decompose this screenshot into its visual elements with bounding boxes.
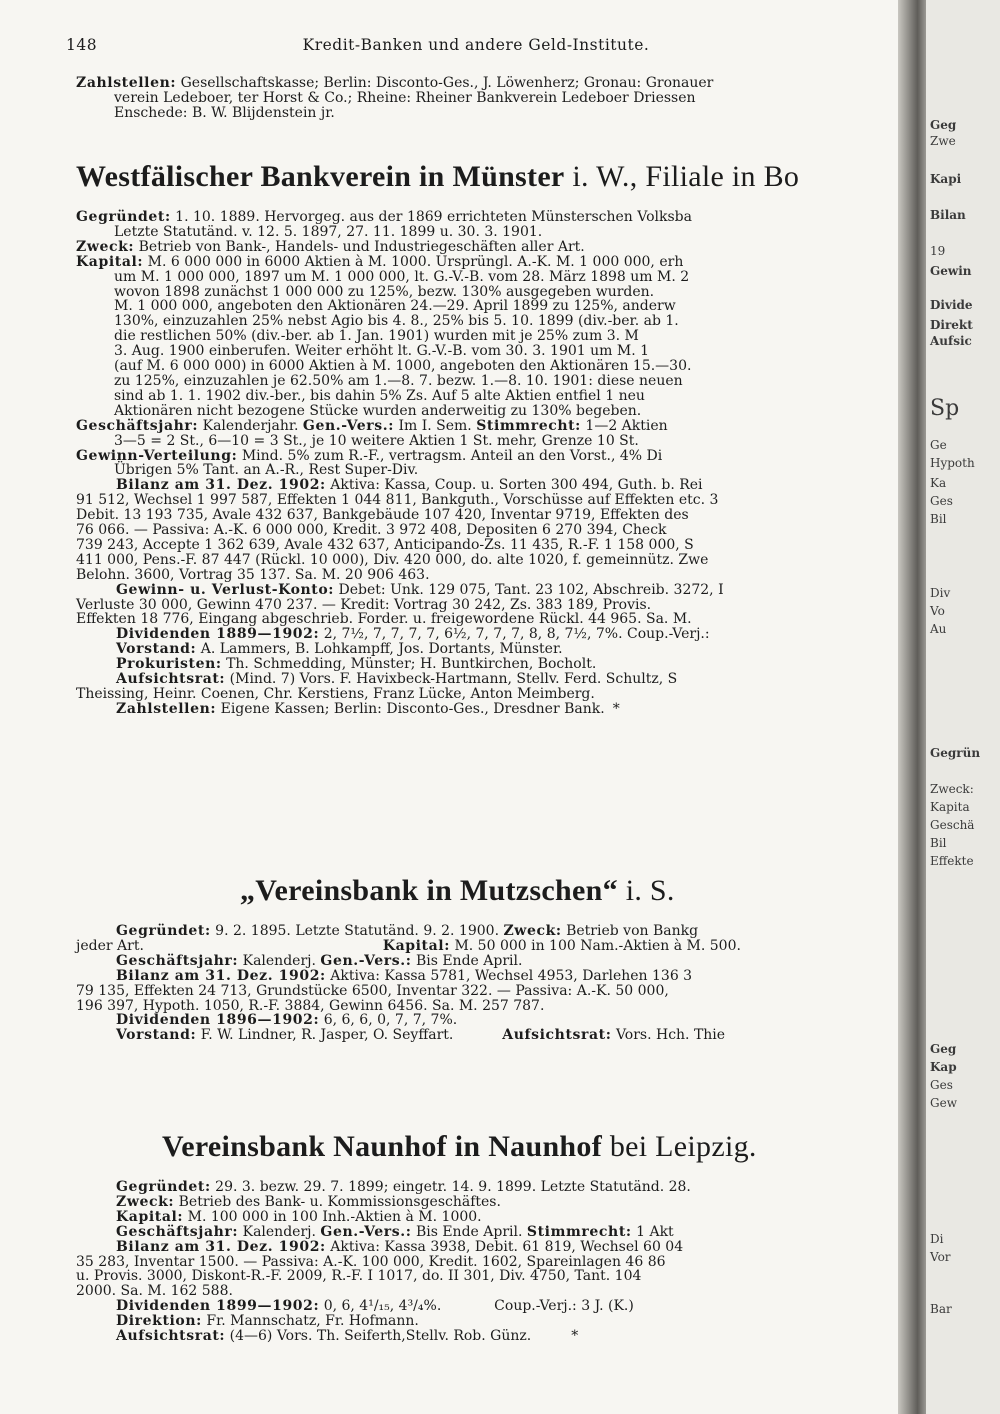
- direktion-label: Direktion:: [116, 1313, 202, 1330]
- kapital-line: (auf M. 6 000 000) in 6000 Aktien à M. 1000, angeboten den Aktionären 15.—30.: [114, 358, 692, 375]
- adjacent-fragment: Vor: [930, 1250, 951, 1264]
- adjacent-fragment: Gegrün: [930, 746, 981, 760]
- gegruendet-text: 1. 10. 1889. Hervorgeg. aus der 1869 errichteten Münsterschen Volksba: [175, 209, 692, 225]
- stimmrecht-cont: 3—5 = 2 St., 6—10 = 3 St., je 10 weitere Aktien 1 St. mehr, Grenze 10 St.: [114, 432, 639, 449]
- book-gutter: [898, 0, 926, 1414]
- guv-text: Debet: Unk. 129 075, Tant. 23 102, Abschreib. 3272, I: [338, 581, 724, 598]
- adjacent-page-edge: [926, 0, 1000, 1414]
- kapital-line: M. 1 000 000, angeboten den Aktionären 24.—29. April 1899 zu 125%, anderw: [114, 298, 676, 315]
- kapital-line: zu 125%, einzuzahlen je 62.50% am 1.—8. 7. bezw. 1.—8. 10. 1901: diese neuen: [114, 372, 683, 389]
- kapital-label: Kapital:: [76, 253, 144, 270]
- intro-zahlstellen: [76, 76, 872, 121]
- zahlstellen-text: Eigene Kassen; Berlin: Disconto-Ges., Dresdner Bank.: [220, 700, 605, 717]
- adjacent-fragment: Divide: [930, 298, 973, 312]
- direktion-text: Fr. Mannschatz, Fr. Hofmann.: [206, 1313, 419, 1330]
- adjacent-fragment: Bilan: [930, 208, 966, 222]
- genvers-text: Im I. Sem.: [398, 417, 472, 434]
- coupon-verjaehrung: Coup.-Verj.: 3 J. (K.): [494, 1298, 634, 1315]
- aufsichtsrat-text: (4—6) Vors. Th. Seiferth,Stellv. Rob. Günz.: [229, 1328, 532, 1345]
- adjacent-fragment: Geg: [930, 118, 957, 132]
- zweck-cont: jeder Art.: [76, 937, 144, 954]
- genvers-label: Gen.-Vers.:: [320, 952, 412, 969]
- zweck-text: Betrieb des Bank- u. Kommissionsgeschäftes.: [178, 1193, 501, 1210]
- adjacent-fragment: Sp: [930, 396, 960, 421]
- bilanz-text: Aktiva: Kassa 3938, Debit. 61 819, Wechsel 60 04: [330, 1238, 684, 1255]
- dividenden-label: Dividenden 1889—1902:: [116, 626, 320, 643]
- page-number: 148: [66, 36, 98, 54]
- adjacent-fragment: Kapi: [930, 172, 962, 186]
- kapital-line: sind ab 1. 1. 1902 div.-ber., bis dahin 5% Zs. Auf 5 alte Aktien entfiel 1 neu: [114, 387, 645, 404]
- gegruendet-text: 29. 3. bezw. 29. 7. 1899; eingetr. 14. 9. 1899. Letzte Statutänd. 28.: [215, 1179, 691, 1195]
- aufsichtsrat-text: Vors. Hch. Thie: [615, 1027, 726, 1044]
- gewinnverteilung-text: Mind. 5% zum R.-F., vertragsm. Anteil an den Vorst., 4% Di: [241, 447, 663, 464]
- gegruendet-cont: Letzte Statutänd. v. 12. 5. 1897, 27. 11. 1899 u. 30. 3. 1901.: [114, 223, 543, 240]
- adjacent-fragment: Gewin: [930, 264, 972, 278]
- kapital-line: Aktionären nicht bezogene Stücke wurden anderweitig zu 130% begeben.: [114, 402, 642, 419]
- gewinnverteilung-cont: Übrigen 5% Tant. an A.-R., Rest Super-Div.: [114, 462, 419, 479]
- heading-rest: bei Leipzig.: [609, 1130, 757, 1163]
- zahlstellen-label: Zahlstellen:: [76, 75, 177, 91]
- aufsichtsrat-text: (Mind. 7) Vors. F. Havixbeck-Hartmann, Stellv. Ferd. Schultz, S: [229, 671, 678, 688]
- adjacent-fragment: Effekte: [930, 854, 974, 868]
- genvers-text: Bis Ende April.: [415, 1223, 523, 1240]
- bilanz-line: Debit. 13 193 735, Avale 432 637, Bankgebäude 107 420, Inventar 9719, Effekten des: [76, 507, 689, 524]
- bilanz-line: 79 135, Effekten 24 713, Grundstücke 6500, Inventar 322. — Passiva: A.-K. 50 000,: [76, 982, 669, 999]
- bilanz-label: Bilanz am 31. Dez. 1902:: [116, 967, 326, 984]
- heading-rest: i. W., Filiale in Bo: [572, 160, 800, 193]
- kapital-text: M. 50 000 in 100 Nam.-Aktien à M. 500.: [454, 937, 741, 954]
- bilanz-label: Bilanz am 31. Dez. 1902:: [116, 1238, 326, 1255]
- bilanz-line: 739 243, Accepte 1 362 639, Avale 432 637, Anticipando-Zs. 11 435, R.-F. 1 158 000, S: [76, 536, 694, 553]
- adjacent-fragment: Ge: [930, 438, 947, 452]
- intro-line: Gesellschaftskasse; Berlin: Disconto-Ges., J. Löwenherz; Gronau: Gronauer: [180, 75, 714, 91]
- zweck-text: Betrieb von Bank-, Handels- und Industriegeschäften aller Art.: [138, 238, 585, 255]
- adjacent-fragment: Bil: [930, 836, 947, 850]
- stimmrecht-text: 1—2 Aktien: [585, 417, 668, 434]
- adjacent-fragment: Div: [930, 586, 951, 600]
- adjacent-fragment: Hypoth: [930, 456, 975, 470]
- geschaeftsjahr-label: Geschäftsjahr:: [116, 1223, 239, 1240]
- geschaeftsjahr-text: Kalenderj.: [242, 952, 316, 969]
- heading-main: Vereinsbank Naunhof in Naunhof: [162, 1130, 603, 1163]
- dividenden-text: 0, 6, 4¹/₁₅, 4³/₄%.: [323, 1298, 442, 1315]
- intro-line: verein Ledeboer, ter Horst & Co.; Rheine: Rheiner Bankverein Ledeboer Driessen: [114, 89, 696, 106]
- adjacent-fragment: 19: [930, 244, 946, 258]
- adjacent-fragment: Au: [930, 622, 947, 636]
- adjacent-fragment: Vo: [930, 604, 945, 618]
- genvers-label: Gen.-Vers.:: [320, 1223, 412, 1240]
- bilanz-text: Aktiva: Kassa 5781, Wechsel 4953, Darlehen 136 3: [330, 967, 693, 984]
- kapital-line: 3. Aug. 1900 einberufen. Weiter erhöht lt. G.-V.-B. vom 30. 3. 1901 um M. 1: [114, 343, 650, 360]
- dividenden-text: 6, 6, 6, 0, 7, 7, 7%.: [323, 1012, 458, 1029]
- kapital-line: wovon 1898 zunächst 1 000 000 zu 125%, bezw. 130% ausgegeben wurden.: [114, 283, 655, 300]
- adjacent-fragment: Zweck:: [930, 782, 974, 796]
- genvers-label: Gen.-Vers.:: [302, 417, 394, 434]
- zweck-text: Betrieb von Bankg: [566, 923, 699, 939]
- geschaeftsjahr-text: Kalenderjahr.: [202, 417, 299, 434]
- asterisk-mark: *: [571, 1328, 579, 1345]
- heading-main: Westfälischer Bankverein in Münster: [76, 160, 565, 193]
- dividenden-label: Dividenden 1896—1902:: [116, 1012, 320, 1029]
- running-title: Kredit-Banken und andere Geld-Institute.: [302, 36, 650, 54]
- gegruendet-text: 9. 2. 1895. Letzte Statutänd. 9. 2. 1900.: [215, 923, 500, 939]
- gegruendet-label: Gegründet:: [76, 209, 171, 225]
- adjacent-fragment: Geschä: [930, 818, 975, 832]
- adjacent-fragment: Direkt: [930, 318, 973, 332]
- bilanz-text: Aktiva: Kassa, Coup. u. Sorten 300 494, Guth. b. Rei: [330, 477, 703, 494]
- adjacent-fragment: Ges: [930, 1078, 953, 1092]
- aufsichtsrat-label: Aufsichtsrat:: [116, 671, 226, 688]
- gegruendet-label: Gegründet:: [116, 1179, 211, 1195]
- adjacent-fragment: Ka: [930, 476, 947, 490]
- genvers-text: Bis Ende April.: [415, 952, 523, 969]
- bilanz-label: Bilanz am 31. Dez. 1902:: [116, 477, 326, 494]
- adjacent-fragment: Aufsic: [930, 334, 972, 348]
- entry-naunhof: [76, 1180, 872, 1344]
- adjacent-fragment: Gew: [930, 1096, 957, 1110]
- kapital-line: M. 6 000 000 in 6000 Aktien à M. 1000. Ursprüngl. A.-K. M. 1 000 000, erh: [147, 253, 684, 270]
- heading-main: „Vereinsbank in Mutzschen“: [240, 874, 618, 907]
- prokuristen-label: Prokuristen:: [116, 656, 222, 673]
- zweck-label: Zweck:: [76, 238, 135, 255]
- zahlstellen-label: Zahlstellen:: [116, 700, 217, 717]
- vorstand-text: F. W. Lindner, R. Jasper, O. Seyffart.: [200, 1027, 454, 1044]
- kapital-text: M. 100 000 in 100 Inh.-Aktien à M. 1000.: [187, 1208, 482, 1225]
- kapital-line: um M. 1 000 000, 1897 um M. 1 000 000, lt. G.-V.-B. vom 28. März 1898 um M. 2: [114, 268, 690, 285]
- gewinnverteilung-label: Gewinn-Verteilung:: [76, 447, 238, 464]
- stimmrecht-label: Stimmrecht:: [476, 417, 581, 434]
- bilanz-line: u. Provis. 3000, Diskont-R.-F. 2009, R.-F. I 1017, do. II 301, Div. 4750, Tant. 104: [76, 1268, 642, 1285]
- adjacent-fragment: Di: [930, 1232, 944, 1246]
- intro-line: Enschede: B. W. Blijdenstein jr.: [114, 104, 335, 121]
- asterisk-mark: *: [612, 700, 620, 717]
- vorstand-text: A. Lammers, B. Lohkampff, Jos. Dortants, Münster.: [200, 641, 563, 658]
- stimmrecht-label: Stimmrecht:: [526, 1223, 632, 1240]
- aufsichtsrat-label: Aufsichtsrat:: [116, 1328, 226, 1345]
- bilanz-line: 411 000, Pens.-F. 87 447 (Rückl. 10 000), Div. 420 000, do. alte 1020, f. gemeinnütz. Zwe: [76, 551, 709, 568]
- vorstand-label: Vorstand:: [116, 641, 197, 658]
- geschaeftsjahr-label: Geschäftsjahr:: [76, 417, 199, 434]
- bilanz-line: 196 397, Hypoth. 1050, R.-F. 3884, Gewinn 6456. Sa. M. 257 787.: [76, 997, 545, 1014]
- bilanz-line: 91 512, Wechsel 1 997 587, Effekten 1 044 811, Bankguth., Vorschüsse auf Effekten etc. 3: [76, 492, 719, 509]
- dividenden-text: 2, 7½, 7, 7, 7, 7, 6½, 7, 7, 7, 8, 8, 7½, 7%. Coup.-Verj.:: [323, 626, 710, 643]
- aufsichtsrat-cont: Theissing, Heinr. Coenen, Chr. Kerstiens, Franz Lücke, Anton Meimberg.: [76, 686, 595, 702]
- guv-label: Gewinn- u. Verlust-Konto:: [116, 581, 335, 598]
- entry-heading-naunhof: [162, 1130, 882, 1164]
- zweck-label: Zweck:: [503, 923, 562, 939]
- guv-line: Verluste 30 000, Gewinn 470 237. — Kredit: Vortrag 30 242, Zs. 383 189, Provis.: [76, 596, 652, 613]
- bilanz-line: 35 283, Inventar 1500. — Passiva: A.-K. 100 000, Kredit. 1602, Spareinlagen 46 86: [76, 1253, 666, 1270]
- entry-mutzschen: [76, 924, 872, 1043]
- adjacent-fragment: Kap: [930, 1060, 957, 1074]
- geschaeftsjahr-label: Geschäftsjahr:: [116, 952, 239, 969]
- adjacent-fragment: Bar: [930, 1302, 952, 1316]
- zweck-label: Zweck:: [116, 1193, 175, 1210]
- entry-westfaelischer: [76, 210, 872, 717]
- prokuristen-text: Th. Schmedding, Münster; H. Buntkirchen, Bocholt.: [226, 656, 597, 673]
- stimmrecht-text: 1 Akt: [636, 1223, 674, 1240]
- adjacent-fragment: Ges: [930, 494, 953, 508]
- vorstand-label: Vorstand:: [116, 1027, 197, 1044]
- kapital-label: Kapital:: [116, 1208, 184, 1225]
- gegruendet-label: Gegründet:: [116, 923, 211, 939]
- guv-line: Effekten 18 776, Eingang abgeschrieb. Forder. u. freigewordene Rückl. 44 965. Sa. M.: [76, 611, 692, 628]
- kapital-label: Kapital:: [382, 937, 450, 954]
- heading-rest: i. S.: [625, 874, 675, 907]
- entry-heading-mutzschen: [240, 874, 880, 908]
- adjacent-fragment: Bil: [930, 512, 947, 526]
- kapital-line: die restlichen 50% (div.-ber. ab 1. Jan. 1901) wurden mit je 25% zum 3. M: [114, 328, 639, 345]
- geschaeftsjahr-text: Kalenderj.: [242, 1223, 316, 1240]
- bilanz-line: Belohn. 3600, Vortrag 35 137. Sa. M. 20 906 463.: [76, 566, 430, 583]
- dividenden-label: Dividenden 1899—1902:: [116, 1298, 320, 1315]
- bilanz-line: 2000. Sa. M. 162 588.: [76, 1283, 233, 1300]
- kapital-line: 130%, einzuzahlen 25% nebst Agio bis 4. 8., 25% bis 5. 10. 1899 (div.-ber. ab 1.: [114, 313, 679, 330]
- bilanz-line: 76 066. — Passiva: A.-K. 6 000 000, Kredit. 3 972 408, Depositen 6 270 394, Check: [76, 522, 667, 539]
- entry-heading-westfaelischer: [76, 160, 896, 194]
- adjacent-fragment: Zwe: [930, 134, 956, 148]
- aufsichtsrat-label: Aufsichtsrat:: [502, 1027, 612, 1044]
- page-header: [66, 36, 886, 58]
- adjacent-fragment: Geg: [930, 1042, 957, 1056]
- adjacent-fragment: Kapita: [930, 800, 970, 814]
